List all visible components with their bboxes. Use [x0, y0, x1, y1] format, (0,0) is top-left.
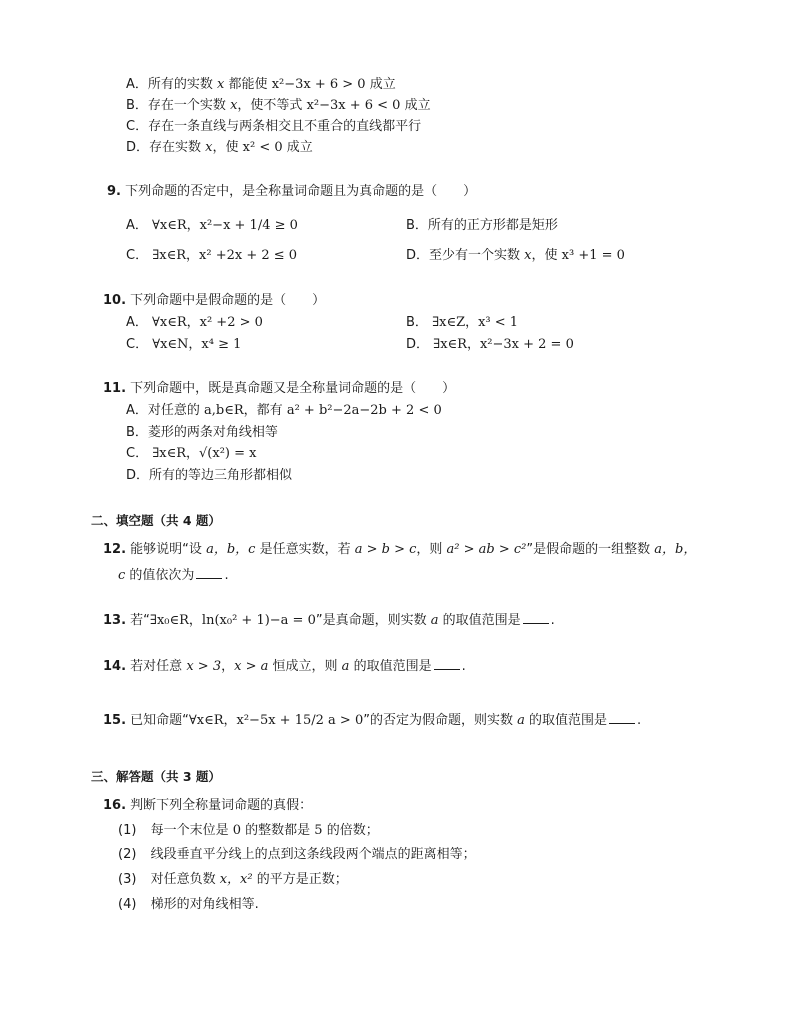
- q8-a-mid: 都能使: [228, 77, 268, 92]
- q9-stem: [107, 183, 476, 201]
- q14-line: [103, 657, 466, 676]
- q9-option-d: [406, 247, 625, 265]
- q10-c-math: ∀x∈N，x⁴ ≥ 1: [152, 337, 242, 352]
- q16-item-1-number: (1): [118, 823, 137, 838]
- q15-text-tail: 的取值范围是: [529, 713, 608, 728]
- q16-stem: [103, 797, 312, 815]
- q16-item-3-text1: 对任意负数: [150, 872, 216, 887]
- q12-text-pre: 能够说明“设: [130, 542, 202, 557]
- q11-b-text: B．菱形的两条对角线相等: [126, 425, 278, 440]
- q14-text-pre: 若对任意: [130, 659, 183, 674]
- q16-item-4-number: (4): [118, 897, 137, 912]
- q9-option-a: [126, 217, 298, 235]
- q15-var: a: [517, 713, 525, 728]
- q10-a-label: A．: [126, 315, 148, 330]
- q9-d-mid: ，使: [531, 248, 558, 263]
- q12-answer-blank[interactable]: [196, 566, 222, 579]
- q16-item-3-math: x，x²: [219, 872, 253, 887]
- q16-item-4: [118, 896, 259, 914]
- q16-item-1: [118, 822, 379, 840]
- q12-cond: a > b > c: [354, 542, 417, 557]
- q9-number: 9.: [107, 184, 121, 199]
- q10-c-label: C．: [126, 337, 149, 352]
- q10-stem: [103, 292, 325, 310]
- q14-cond2: x > a: [234, 659, 269, 674]
- q13-text-pre: 若“: [130, 613, 150, 628]
- q16-item-3-text2: 的平方是正数；: [256, 872, 348, 887]
- q14-answer-blank[interactable]: [434, 657, 460, 670]
- q13-number: 13.: [103, 613, 127, 628]
- q15-line: [103, 711, 641, 730]
- q8-option-c: [126, 118, 421, 136]
- q12-line1: [103, 541, 696, 559]
- q12-period: .: [224, 568, 229, 583]
- q12-text-post: ”是假命题的一组整数: [526, 542, 651, 557]
- q8-b-var: x: [230, 98, 238, 113]
- q12-line2: [118, 566, 229, 585]
- q16-item-1-text1: 每一个末位是: [150, 823, 229, 838]
- q11-option-d: [126, 467, 292, 485]
- q8-b-math: x²−3x + 6 < 0: [306, 98, 401, 113]
- q15-period: .: [637, 713, 642, 728]
- q15-text-pre: 已知命题“: [130, 713, 189, 728]
- q10-option-d: [406, 336, 574, 354]
- q9-a-label: A．: [126, 218, 148, 233]
- q11-stem: [103, 380, 455, 398]
- q13-period: .: [550, 613, 555, 628]
- q12-vars: a，b，c: [206, 542, 256, 557]
- section-fill-in-heading: 二、填空题（共 4 题）: [91, 513, 221, 528]
- q16-number: 16.: [103, 798, 127, 813]
- q9-a-math: ∀x∈R，x²−x + 1/4 ≥ 0: [152, 218, 298, 233]
- q8-d-text: D．存在实数: [126, 140, 202, 155]
- q8-d-var: x: [205, 140, 213, 155]
- section-answer-heading: 三、解答题（共 3 题）: [91, 769, 221, 784]
- q16-item-1-math1: 0: [232, 823, 241, 838]
- q9-option-c: [126, 247, 297, 265]
- q10-b-label: B．: [406, 315, 428, 330]
- q16-item-1-text2: 的整数都是: [245, 823, 311, 838]
- q9-c-math: ∃x∈R，x² +2x + 2 ≤ 0: [152, 248, 298, 263]
- q8-b-mid: ，使不等式: [237, 98, 303, 113]
- q16-stem-text: 判断下列全称量词命题的真假：: [130, 798, 313, 813]
- q12-number: 12.: [103, 542, 127, 557]
- q16-item-2: [118, 846, 476, 864]
- q8-a-var: x: [217, 77, 225, 92]
- q12-text-then: ，则: [416, 542, 443, 557]
- q13-answer-blank[interactable]: [523, 611, 549, 624]
- q14-text-tail: 的取值范围是: [353, 659, 432, 674]
- q16-item-1-text3: 的倍数；: [326, 823, 379, 838]
- q9-d-math: x³ +1 = 0: [561, 248, 625, 263]
- q16-item-1-math2: 5: [314, 823, 323, 838]
- q9-stem-text: 下列命题的否定中，是全称量词命题且为真命题的是（ ）: [125, 184, 477, 199]
- q16-item-3: [118, 871, 348, 889]
- q13-line: [103, 611, 555, 630]
- q10-d-math: ∃x∈R，x²−3x + 2 = 0: [433, 337, 574, 352]
- q9-d-var: x: [524, 248, 532, 263]
- q10-b-math: ∃x∈Z，x³ < 1: [432, 315, 519, 330]
- q12-var-c: c: [118, 568, 126, 583]
- q13-math: ∃x₀∈R，ln(x₀² + 1)−a = 0: [149, 613, 316, 628]
- q16-item-3-number: (3): [118, 872, 137, 887]
- q8-b-post: 成立: [404, 98, 431, 113]
- q12-text-mid: 是任意实数，若: [259, 542, 351, 557]
- q9-d-text: D．至少有一个实数: [406, 248, 521, 263]
- q10-number: 10.: [103, 293, 127, 308]
- q14-comma: ，: [221, 659, 235, 674]
- q8-d-mid: ，使: [212, 140, 239, 155]
- q8-a-math: x²−3x + 6 > 0: [271, 77, 366, 92]
- q11-option-b: [126, 424, 278, 442]
- q12-concl: a² > ab > c²: [446, 542, 527, 557]
- q10-option-c: [126, 336, 241, 354]
- q11-option-c: [126, 445, 256, 463]
- q16-item-2-number: (2): [118, 847, 137, 862]
- q15-number: 15.: [103, 713, 127, 728]
- q11-a-mid: ，都有: [243, 403, 283, 418]
- q13-text-post: ”是真命题，则实数: [315, 613, 427, 628]
- q14-cond1: x > 3: [186, 659, 222, 674]
- q11-number: 11.: [103, 381, 127, 396]
- q15-text-post: ”的否定为假命题，则实数: [363, 713, 513, 728]
- q10-a-math: ∀x∈R，x² +2 > 0: [152, 315, 263, 330]
- q11-c-math: ∃x∈R，√(x²) = x: [152, 446, 257, 461]
- q10-stem-text: 下列命题中是假命题的是（ ）: [130, 293, 326, 308]
- q13-var: a: [430, 613, 439, 628]
- q16-item-4-text: 梯形的对角线相等.: [150, 897, 259, 912]
- q8-d-post: 成立: [286, 140, 313, 155]
- q12-text-values: 的值依次为: [129, 568, 195, 583]
- q9-b-text: B．所有的正方形都是矩形: [406, 218, 558, 233]
- q10-option-b: [406, 314, 518, 332]
- q8-option-b: [126, 97, 431, 115]
- q8-c-text: C．存在一条直线与两条相交且不重合的直线都平行: [126, 119, 422, 134]
- q14-number: 14.: [103, 659, 127, 674]
- q8-b-text: B．存在一个实数: [126, 98, 226, 113]
- q11-a-set: a,b∈R: [204, 403, 244, 418]
- q14-var: a: [341, 659, 350, 674]
- q8-a-post: 成立: [369, 77, 396, 92]
- q15-math: ∀x∈R，x²−5x + 15/2 a > 0: [188, 713, 364, 728]
- q10-option-a: [126, 314, 263, 332]
- q8-a-text: A．所有的实数: [126, 77, 213, 92]
- q16-item-2-text: 线段垂直平分线上的点到这条线段两个端点的距离相等；: [150, 847, 476, 862]
- q12-vars-end: a，b，: [654, 542, 697, 557]
- q11-a-text: A．对任意的: [126, 403, 200, 418]
- q10-d-label: D．: [406, 337, 430, 352]
- q14-period: .: [461, 659, 466, 674]
- q14-text-mid: 恒成立，则: [272, 659, 338, 674]
- q11-stem-text: 下列命题中，既是真命题又是全称量词命题的是（ ）: [130, 381, 456, 396]
- q8-option-d: [126, 139, 313, 157]
- q15-answer-blank[interactable]: [609, 711, 635, 724]
- q8-option-a: [126, 76, 396, 94]
- q9-option-b: [406, 217, 558, 235]
- q11-a-math: a² + b²−2a−2b + 2 < 0: [286, 403, 442, 418]
- q11-c-label: C．: [126, 446, 149, 461]
- q11-d-text: D．所有的等边三角形都相似: [126, 468, 293, 483]
- q9-c-label: C．: [126, 248, 149, 263]
- q13-text-tail: 的取值范围是: [442, 613, 521, 628]
- q8-d-math: x² < 0: [242, 140, 283, 155]
- q11-option-a: [126, 402, 442, 420]
